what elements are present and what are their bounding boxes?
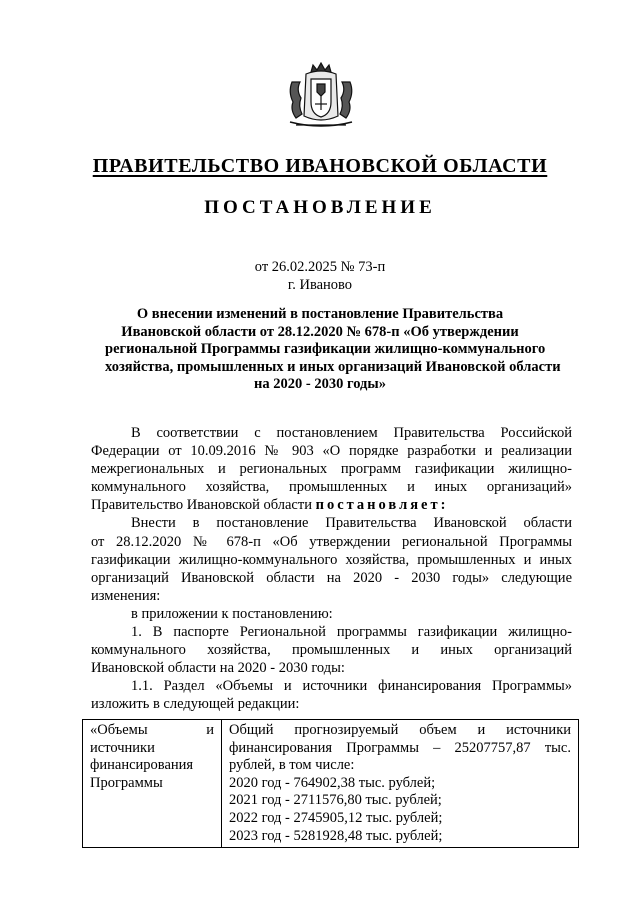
paragraph-line: в приложении к постановлению: [131, 605, 333, 622]
cell-line: источники [90, 739, 155, 756]
title-line: на 2020 - 2030 годы» [254, 376, 386, 392]
cell-line: рублей, в том числе: [229, 757, 355, 774]
decree-word: постановляет: [315, 497, 449, 514]
cell-line: 2022 год - 2745905,12 тыс. рублей; [229, 809, 443, 826]
coat-of-arms-icon [284, 62, 358, 128]
cell-line: 2020 год - 764902,38 тыс. рублей; [229, 774, 436, 791]
financing-table [82, 719, 579, 848]
cell-line: финансирования Программы – 25207757,87 тыс. [229, 739, 571, 756]
paragraph-line: межрегиональных и региональных программ газификации жилищно- [91, 461, 572, 478]
paragraph-line: коммунального хозяйства, промышленных и иных организаций [91, 642, 572, 659]
paragraph-line: Федерации от 10.09.2016 № 903 «О порядке разработки и реализации [91, 443, 572, 460]
paragraph-line: Внести в постановление Правительства Ивановской области [131, 515, 572, 532]
cell-line: Программы [90, 774, 163, 791]
paragraph-line: Ивановской области на 2020 - 2030 годы: [91, 660, 345, 677]
paragraph-line: организаций Ивановской области на 2020 - 2030 годы» следующие [91, 569, 572, 586]
paragraph-line: изменения: [91, 587, 161, 604]
cell-line: «Объемы и [90, 722, 214, 738]
title-line: О внесении изменений в постановление Правительства [136, 306, 504, 322]
paragraph-line: 1. В паспорте Региональной программы газификации жилищно- [131, 624, 572, 641]
paragraph-line: В соответствии с постановлением Правительства Российской [131, 425, 572, 441]
paragraph-line: изложить в следующей редакции: [91, 696, 300, 713]
decree-subject: Правительство Ивановской области [91, 497, 312, 514]
city: г. Иваново [287, 277, 353, 293]
paragraph-line: от 28.12.2020 № 678-п «Об утверждении региональной Программы [91, 533, 572, 550]
paragraph-line: коммунального хозяйства, промышленных и иных организаций» [91, 479, 572, 496]
paragraph-line [91, 496, 572, 514]
cell-line: 2023 год - 5281928,48 тыс. рублей; [229, 827, 443, 844]
title-line: хозяйства, промышленных и иных организаций Ивановской области [105, 358, 561, 375]
table-cell-value [222, 720, 579, 848]
document-type: ПОСТАНОВЛЕНИЕ [204, 197, 436, 218]
paragraph-line: газификации жилищно-коммунального хозяйства, промышленных и иных [91, 551, 572, 568]
date-and-number: от 26.02.2025 № 73-п [254, 259, 386, 275]
document-title [105, 306, 561, 394]
document-body [91, 424, 572, 714]
cell-line: финансирования [90, 757, 194, 774]
table-cell-label [83, 720, 222, 848]
title-line: региональной Программы газификации жилищно-коммунального [105, 341, 546, 357]
paragraph-line: 1.1. Раздел «Объемы и источники финансирования Программы» [131, 678, 572, 695]
cell-line: Общий прогнозируемый объем и источники [229, 722, 571, 738]
table-row [83, 720, 579, 848]
cell-line: 2021 год - 2711576,80 тыс. рублей; [229, 792, 442, 809]
organization-title: ПРАВИТЕЛЬСТВО ИВАНОВСКОЙ ОБЛАСТИ [92, 155, 548, 177]
title-line: Ивановской области от 28.12.2020 № 678-п «Об утверждении [121, 323, 519, 340]
